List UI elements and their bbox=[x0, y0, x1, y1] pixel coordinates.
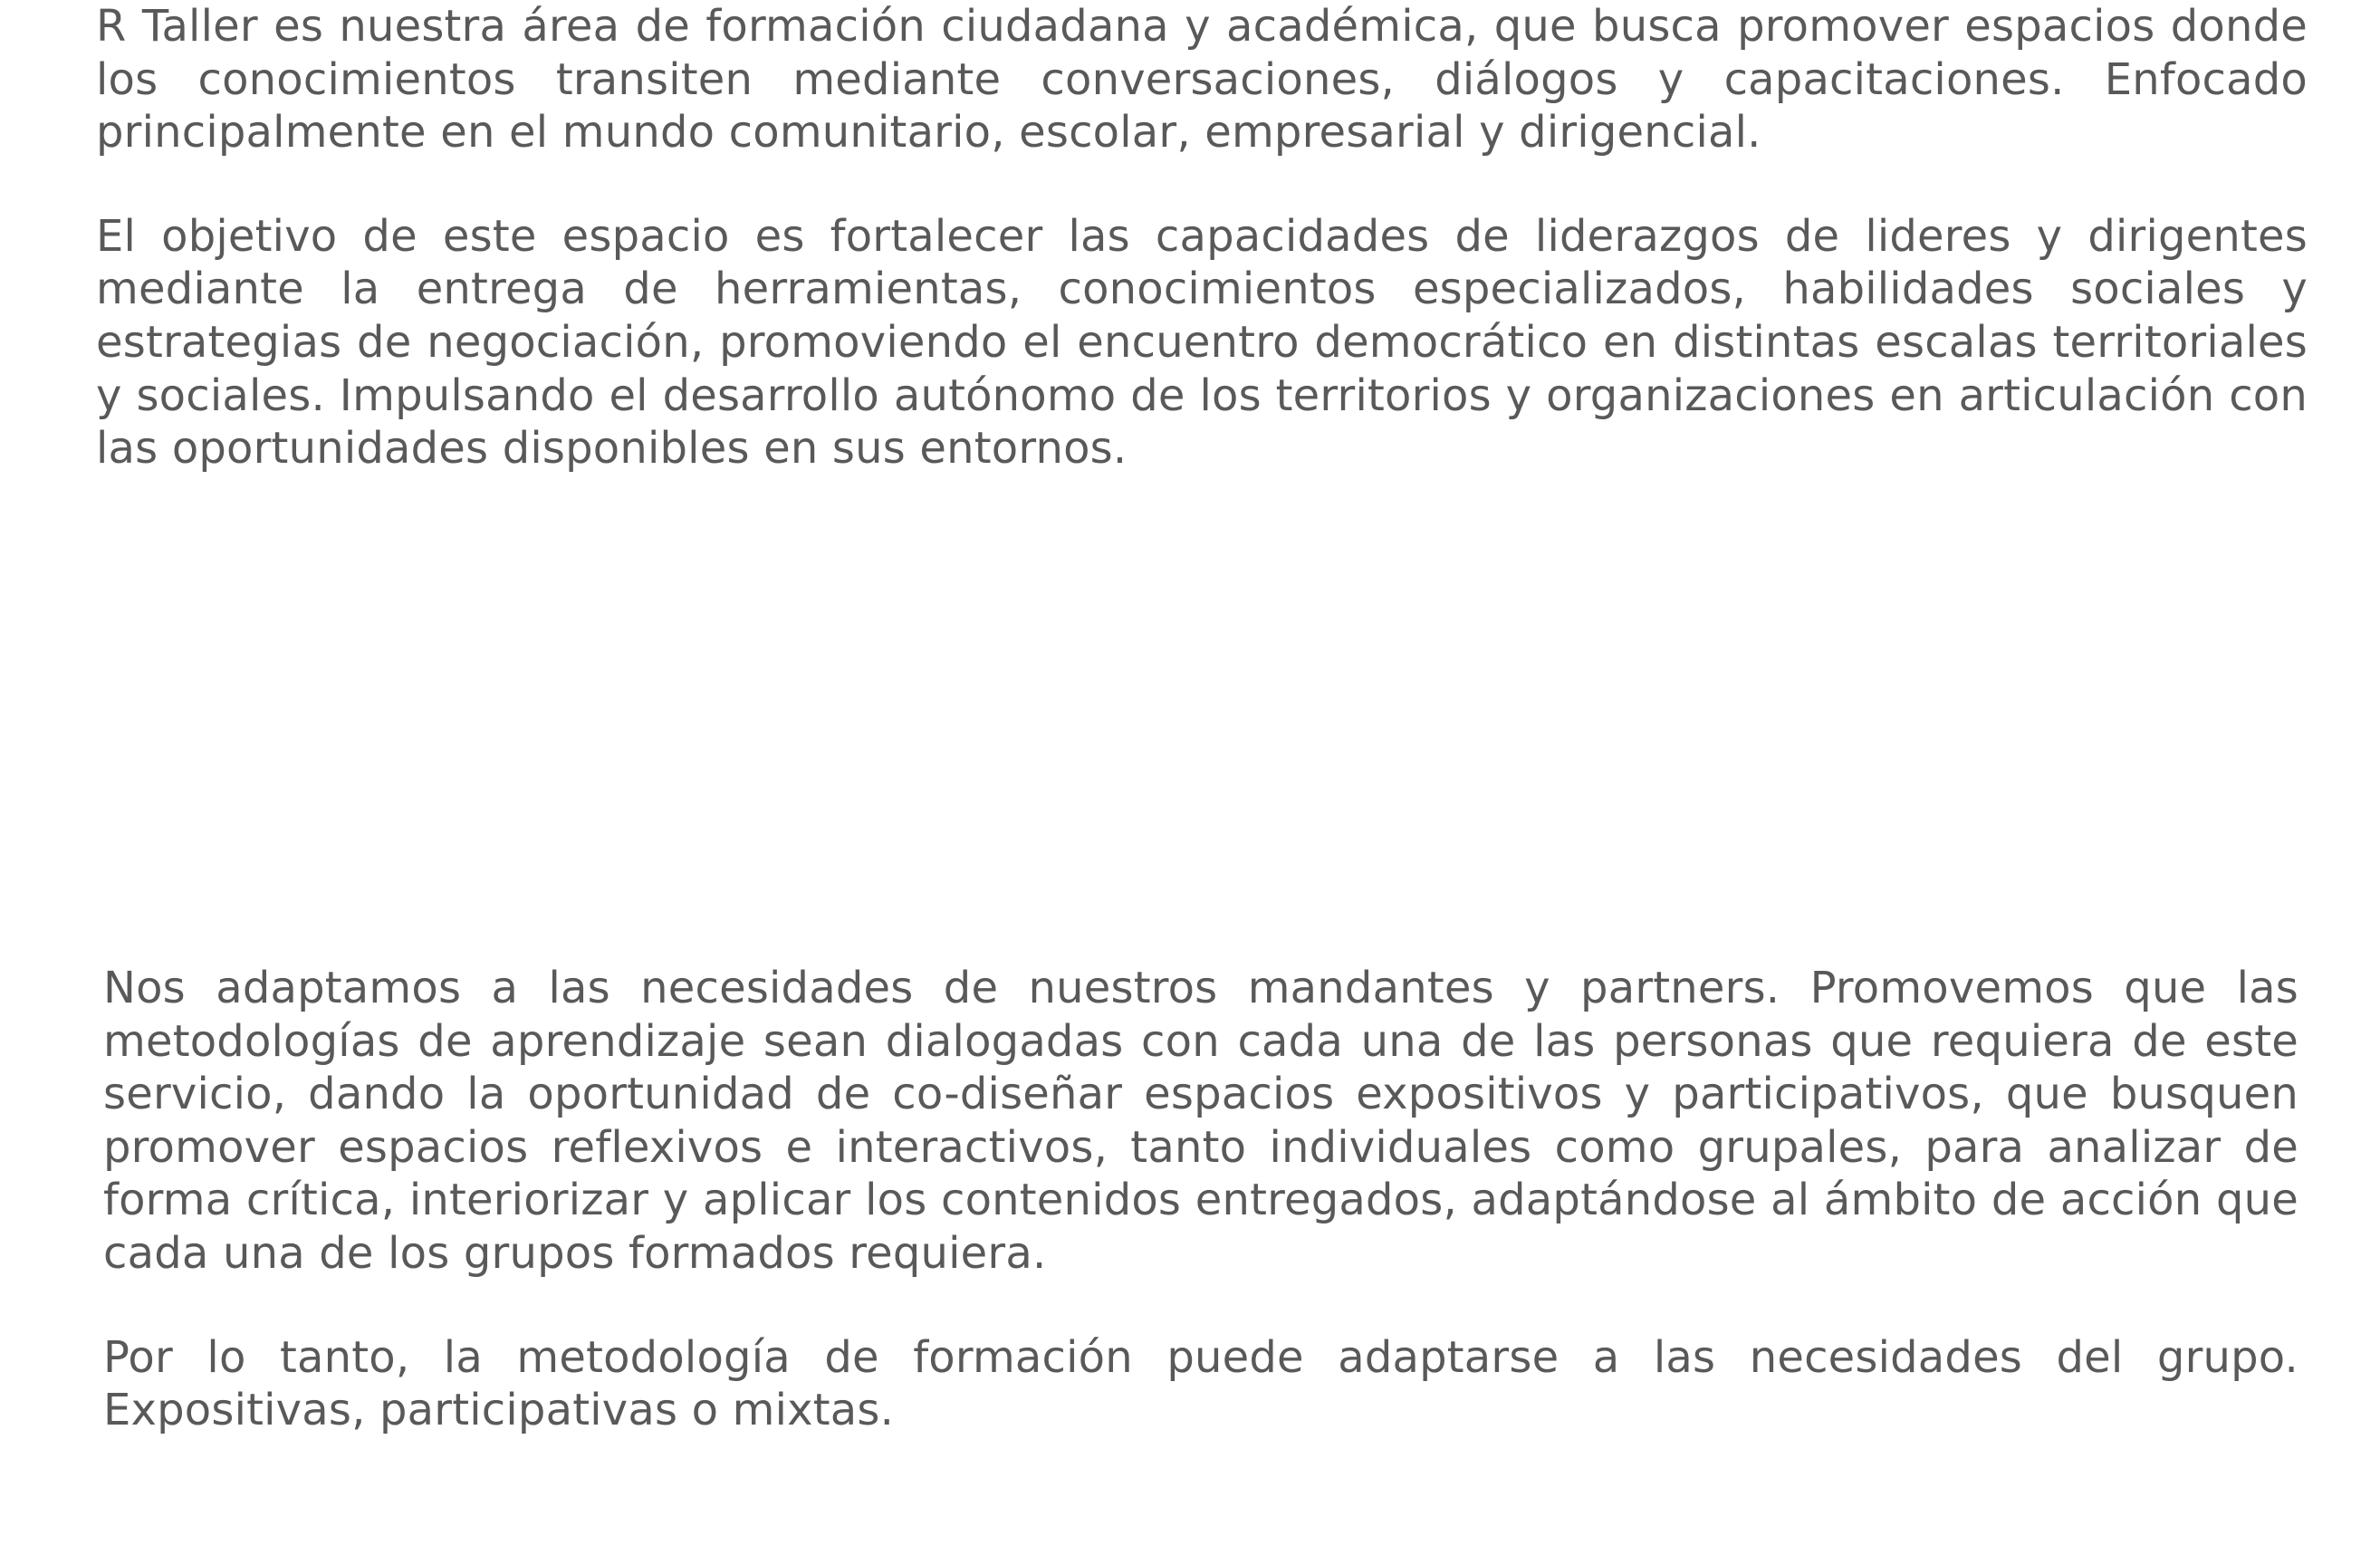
methodology-section bbox=[103, 962, 2298, 1437]
methodology-summary-paragraph: Por lo tanto, la metodología de formación puede adaptarse a las necesidades del grupo. Expositivas, participativas o mixtas. bbox=[103, 1331, 2298, 1436]
intro-paragraph: R Taller es nuestra área de formación ciudadana y académica, que busca promover espacios donde los conocimientos transiten mediante conversaciones, diálogos y capacitaciones. Enfocado principalmente en el mundo comunitario, escolar, empresarial y dirigencial. bbox=[96, 1, 2308, 158]
methodology-paragraph: Nos adaptamos a las necesidades de nuestros mandantes y partners. Promovemos que las metodologías de aprendizaje sean dialogadas con cada una de las personas que requiera de este servicio, dando la oportunidad de co-diseñar espacios expositivos y participativos, que busquen promover espacios reflexivos e interactivos, tanto individuales como grupales, para analizar de forma crítica, interiorizar y aplicar los contenidos entregados, adaptándose al ámbito de acción que cada una de los grupos formados requiera. bbox=[103, 963, 2298, 1279]
intro-section bbox=[96, 0, 2308, 475]
objective-paragraph: El objetivo de este espacio es fortalecer las capacidades de liderazgos de lideres y dirigentes mediante la entrega de herramientas, conocimientos especializados, habilidades sociales y estrategias de negociación, promoviendo el encuentro democrático en distintas escalas territoriales y sociales. Impulsando el desarrollo autónomo de los territorios y organizaciones en articulación con las oportunidades disponibles en sus entornos. bbox=[96, 210, 2308, 475]
